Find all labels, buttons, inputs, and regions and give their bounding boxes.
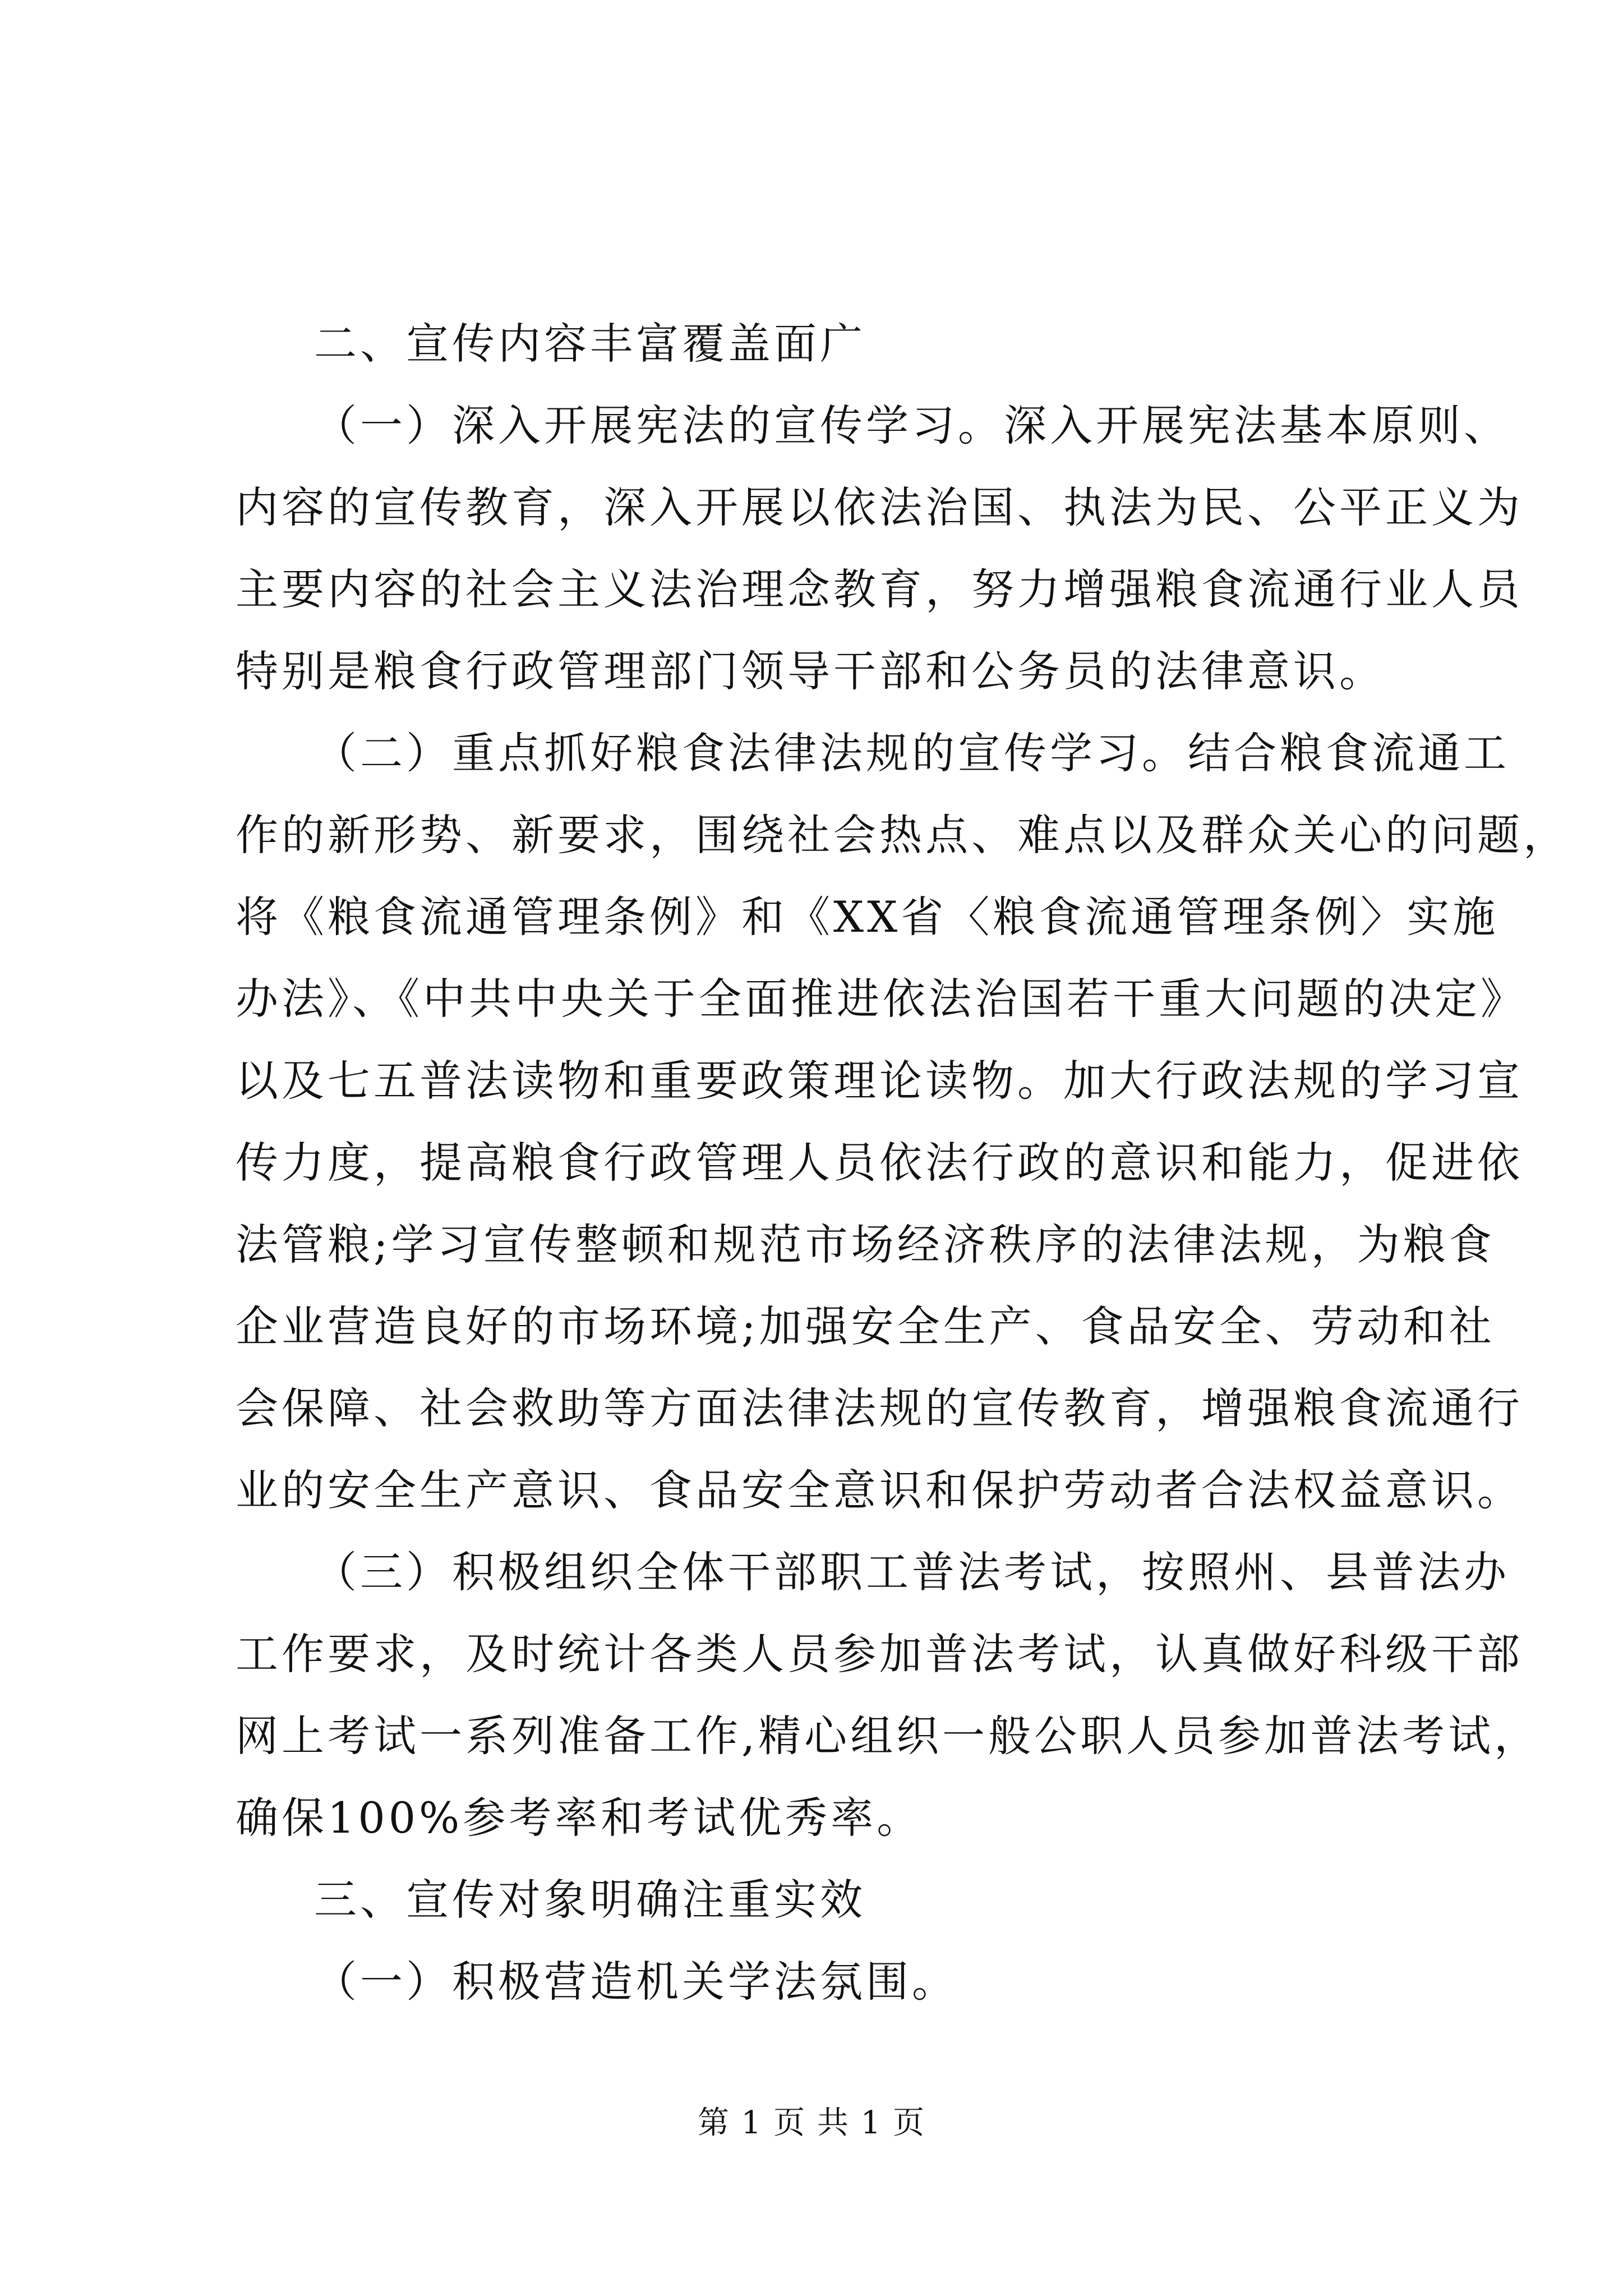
paragraph-3-line-1: （三）积极组织全体干部职工普法考试，按照州、县普法办 [314, 1547, 1510, 1597]
paragraph-4-line-1: （一）积极营造机关学法氛围。 [314, 1957, 958, 2007]
paragraph-2-line-7: 法管粮;学习宣传整顿和规范市场经济秩序的法律法规，为粮食 [236, 1220, 1495, 1269]
paragraph-3-line-3: 网上考试一系列准备工作,精心组织一般公职人员参加普法考试， [236, 1711, 1541, 1761]
paragraph-3-line-4: 确保100%参考率和考试优秀率。 [236, 1793, 923, 1843]
paragraph-1-line-4: 特别是粮食行政管理部门领导干部和公务员的法律意识。 [236, 646, 1385, 696]
paragraph-2-line-5: 以及七五普法读物和重要政策理论读物。加大行政法规的学习宣 [236, 1056, 1523, 1106]
section-heading-2: 二、宣传内容丰富覆盖面广 [314, 319, 866, 369]
paragraph-2-line-6: 传力度，提高粮食行政管理人员依法行政的意识和能力，促进依 [236, 1138, 1523, 1188]
paragraph-2-line-1: （二）重点抓好粮食法律法规的宣传学习。结合粮食流通工 [314, 728, 1510, 778]
paragraph-2-line-4: 办法》、《中共中央关于全面推进依法治国若干重大问题的决定》 [236, 974, 1527, 1024]
paragraph-3-line-2: 工作要求，及时统计各类人员参加普法考试，认真做好科级干部 [236, 1629, 1523, 1679]
paragraph-2-line-9: 会保障、社会救助等方面法律法规的宣传教育，增强粮食流通行 [236, 1383, 1523, 1433]
paragraph-2-line-2: 作的新形势、新要求，围绕社会热点、难点以及群众关心的问题， [236, 810, 1569, 860]
paragraph-2-line-8: 企业营造良好的市场环境;加强安全生产、食品安全、劳动和社 [236, 1301, 1495, 1351]
paragraph-2-line-3: 将《粮食流通管理条例》和《XX省〈粮食流通管理条例〉实施 [236, 892, 1499, 942]
section-heading-3: 三、宣传对象明确注重实效 [314, 1875, 866, 1925]
paragraph-1-line-3: 主要内容的社会主义法治理念教育，努力增强粮食流通行业人员 [236, 564, 1523, 614]
paragraph-2-line-10: 业的安全生产意识、食品安全意识和保护劳动者合法权益意识。 [236, 1465, 1523, 1515]
paragraph-1-line-2: 内容的宣传教育，深入开展以依法治国、执法为民、公平正义为 [236, 482, 1523, 532]
paragraph-1-line-1: （一）深入开展宪法的宣传学习。深入开展宪法基本原则、 [314, 401, 1510, 450]
page-number-footer: 第 1 页 共 1 页 [697, 2105, 926, 2141]
